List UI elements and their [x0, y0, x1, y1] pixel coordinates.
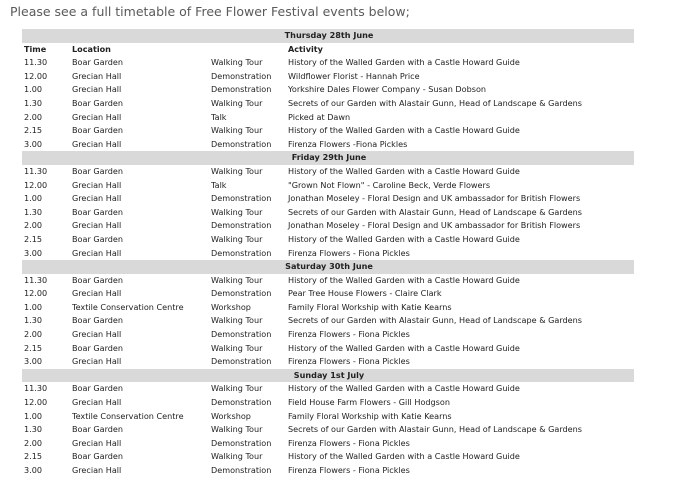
event-activity: Yorkshire Dales Flower Company - Susan Dobson	[288, 84, 487, 95]
event-time: 11.30	[24, 57, 48, 68]
event-row	[22, 206, 634, 220]
event-activity: History of the Walled Garden with a Castle Howard Guide	[288, 342, 520, 353]
event-time: 1.00	[24, 84, 43, 95]
event-time: 1.30	[24, 424, 43, 435]
event-time: 12.00	[24, 288, 48, 299]
event-location: Boar Garden	[72, 383, 124, 394]
event-time: 2.15	[24, 125, 43, 136]
event-location: Boar Garden	[72, 165, 124, 176]
event-location: Textile Conservation Centre	[72, 301, 184, 312]
event-time: 2.15	[24, 451, 43, 462]
event-type: Walking Tour	[211, 165, 263, 176]
event-type: Workshop	[211, 410, 251, 421]
event-location: Grecian Hall	[72, 111, 122, 122]
event-row	[22, 301, 634, 315]
event-time: 2.15	[24, 342, 43, 353]
event-time: 1.00	[24, 410, 43, 421]
event-time: 1.30	[24, 315, 43, 326]
event-type: Walking Tour	[211, 97, 263, 108]
event-row	[22, 423, 634, 437]
event-time: 12.00	[24, 397, 48, 408]
event-type: Demonstration	[211, 329, 272, 340]
event-location: Boar Garden	[72, 233, 124, 244]
event-location: Grecian Hall	[72, 397, 122, 408]
event-activity: Wildflower Florist - Hannah Price	[288, 70, 420, 81]
event-row	[22, 450, 634, 464]
event-location: Boar Garden	[72, 274, 124, 285]
event-location: Grecian Hall	[72, 193, 122, 204]
events-timetable	[22, 29, 634, 478]
event-row	[22, 437, 634, 451]
event-row	[22, 355, 634, 369]
event-time: 2.00	[24, 437, 43, 448]
event-location: Boar Garden	[72, 206, 124, 217]
event-row	[22, 219, 634, 233]
event-activity: Jonathan Moseley - Floral Design and UK ambassador for British Flowers	[288, 193, 581, 204]
event-location: Boar Garden	[72, 125, 124, 136]
event-location: Boar Garden	[72, 342, 124, 353]
event-activity: Secrets of our Garden with Alastair Gunn, Head of Landscape & Gardens	[288, 97, 582, 108]
event-row	[22, 179, 634, 193]
event-row	[22, 396, 634, 410]
day-heading-row	[22, 29, 634, 43]
event-location: Boar Garden	[72, 451, 124, 462]
event-type: Demonstration	[211, 193, 272, 204]
event-activity: Firenza Flowers - Fiona Pickles	[288, 329, 410, 340]
event-activity: "Grown Not Flown" - Caroline Beck, Verde Flowers	[288, 179, 491, 190]
event-type: Walking Tour	[211, 206, 263, 217]
event-row	[22, 274, 634, 288]
event-activity: Field House Farm Flowers - Gill Hodgson	[288, 397, 450, 408]
event-row	[22, 97, 634, 111]
event-time: 1.30	[24, 97, 43, 108]
event-activity: Secrets of our Garden with Alastair Gunn, Head of Landscape & Gardens	[288, 315, 582, 326]
event-activity: History of the Walled Garden with a Castle Howard Guide	[288, 165, 520, 176]
timetable-body	[22, 29, 634, 478]
column-header-time: Time	[24, 43, 47, 54]
event-row	[22, 342, 634, 356]
event-time: 11.30	[24, 383, 48, 394]
event-type: Walking Tour	[211, 57, 263, 68]
event-activity: Family Floral Workship with Katie Kearns	[288, 301, 452, 312]
day-heading-row	[22, 369, 634, 383]
event-type: Demonstration	[211, 288, 272, 299]
day-heading: Friday 29th June	[22, 151, 634, 165]
event-row	[22, 410, 634, 424]
event-time: 12.00	[24, 70, 48, 81]
day-heading: Saturday 30th June	[22, 260, 634, 274]
event-location: Grecian Hall	[72, 465, 122, 475]
event-activity: History of the Walled Garden with a Castle Howard Guide	[288, 451, 520, 462]
event-location: Grecian Hall	[72, 70, 122, 81]
event-time: 3.00	[24, 138, 43, 149]
event-row	[22, 192, 634, 206]
event-type: Demonstration	[211, 84, 272, 95]
event-activity: Secrets of our Garden with Alastair Gunn, Head of Landscape & Gardens	[288, 206, 582, 217]
event-time: 12.00	[24, 179, 48, 190]
event-row	[22, 464, 634, 478]
intro-text: Please see a full timetable of Free Flower Festival events below;	[10, 4, 410, 19]
day-heading: Sunday 1st July	[22, 369, 634, 383]
event-time: 1.00	[24, 193, 43, 204]
event-row	[22, 314, 634, 328]
event-row	[22, 70, 634, 84]
event-activity: Firenza Flowers - Fiona Pickles	[288, 356, 410, 367]
event-location: Boar Garden	[72, 97, 124, 108]
event-location: Boar Garden	[72, 57, 124, 68]
column-header-location: Location	[72, 43, 111, 54]
event-row	[22, 233, 634, 247]
event-location: Boar Garden	[72, 315, 124, 326]
event-activity: Pear Tree House Flowers - Claire Clark	[288, 288, 442, 299]
event-type: Demonstration	[211, 138, 272, 149]
event-activity: History of the Walled Garden with a Castle Howard Guide	[288, 274, 520, 285]
event-type: Walking Tour	[211, 451, 263, 462]
event-type: Demonstration	[211, 356, 272, 367]
event-row	[22, 165, 634, 179]
event-row	[22, 247, 634, 261]
event-row	[22, 328, 634, 342]
event-location: Boar Garden	[72, 424, 124, 435]
event-time: 2.00	[24, 111, 43, 122]
event-type: Walking Tour	[211, 315, 263, 326]
event-activity: Jonathan Moseley - Floral Design and UK ambassador for British Flowers	[288, 220, 581, 231]
event-type: Walking Tour	[211, 125, 263, 136]
event-activity: Firenza Flowers - Fiona Pickles	[288, 465, 410, 475]
event-time: 3.00	[24, 465, 43, 475]
column-header-type	[209, 43, 286, 57]
event-activity: History of the Walled Garden with a Castle Howard Guide	[288, 233, 520, 244]
event-time: 3.00	[24, 247, 43, 258]
event-location: Grecian Hall	[72, 329, 122, 340]
event-location: Grecian Hall	[72, 437, 122, 448]
event-row	[22, 124, 634, 138]
event-type: Walking Tour	[211, 233, 263, 244]
event-location: Grecian Hall	[72, 356, 122, 367]
event-location: Grecian Hall	[72, 288, 122, 299]
event-location: Grecian Hall	[72, 84, 122, 95]
event-type: Demonstration	[211, 397, 272, 408]
event-location: Grecian Hall	[72, 247, 122, 258]
event-time: 1.30	[24, 206, 43, 217]
event-time: 2.15	[24, 233, 43, 244]
event-type: Demonstration	[211, 437, 272, 448]
day-heading: Thursday 28th June	[22, 29, 634, 43]
event-row	[22, 382, 634, 396]
column-header-activity: Activity	[288, 43, 323, 54]
event-location: Textile Conservation Centre	[72, 410, 184, 421]
event-activity: History of the Walled Garden with a Castle Howard Guide	[288, 125, 520, 136]
event-location: Grecian Hall	[72, 138, 122, 149]
event-type: Talk	[211, 179, 227, 190]
event-type: Walking Tour	[211, 383, 263, 394]
event-time: 3.00	[24, 356, 43, 367]
event-row	[22, 138, 634, 152]
event-time: 1.00	[24, 301, 43, 312]
day-heading-row	[22, 151, 634, 165]
event-type: Talk	[211, 111, 227, 122]
event-activity: History of the Walled Garden with a Castle Howard Guide	[288, 383, 520, 394]
event-location: Grecian Hall	[72, 220, 122, 231]
event-activity: Firenza Flowers -Fiona Pickles	[288, 138, 408, 149]
event-activity: Picked at Dawn	[288, 111, 351, 122]
event-row	[22, 56, 634, 70]
event-activity: Firenza Flowers - Fiona Pickles	[288, 247, 410, 258]
event-type: Demonstration	[211, 220, 272, 231]
event-type: Walking Tour	[211, 342, 263, 353]
event-time: 11.30	[24, 274, 48, 285]
event-type: Demonstration	[211, 70, 272, 81]
day-heading-row	[22, 260, 634, 274]
event-type: Demonstration	[211, 465, 272, 475]
event-time: 2.00	[24, 329, 43, 340]
event-type: Workshop	[211, 301, 251, 312]
event-activity: Firenza Flowers - Fiona Pickles	[288, 437, 410, 448]
column-header-row	[22, 43, 634, 57]
event-row	[22, 287, 634, 301]
event-row	[22, 83, 634, 97]
event-type: Walking Tour	[211, 274, 263, 285]
event-activity: Secrets of our Garden with Alastair Gunn, Head of Landscape & Gardens	[288, 424, 582, 435]
event-type: Demonstration	[211, 247, 272, 258]
event-time: 2.00	[24, 220, 43, 231]
event-row	[22, 111, 634, 125]
event-time: 11.30	[24, 165, 48, 176]
event-activity: Family Floral Workship with Katie Kearns	[288, 410, 452, 421]
event-activity: History of the Walled Garden with a Castle Howard Guide	[288, 57, 520, 68]
event-type: Walking Tour	[211, 424, 263, 435]
event-location: Grecian Hall	[72, 179, 122, 190]
